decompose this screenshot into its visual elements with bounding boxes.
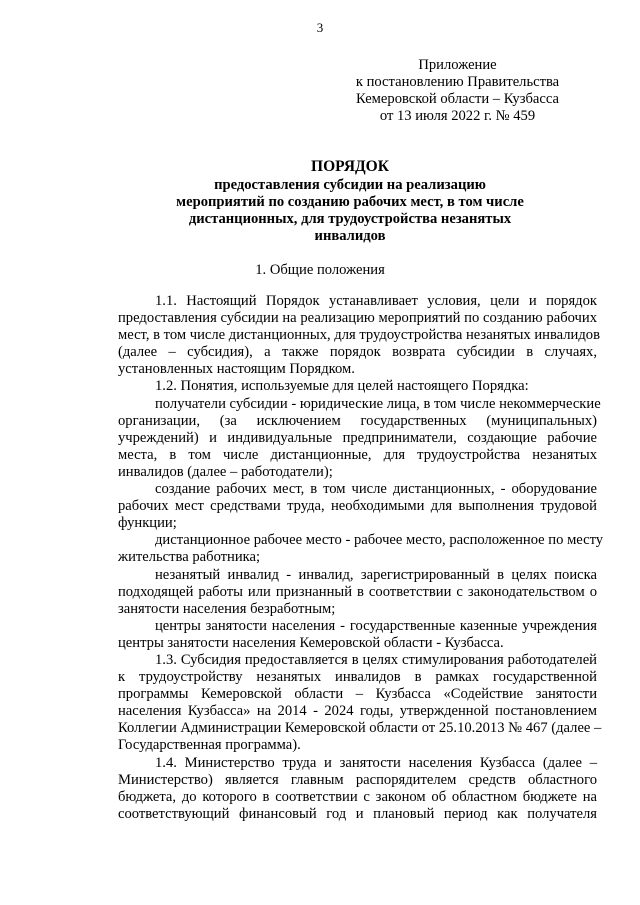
subtitle-line: мероприятий по созданию рабочих мест, в том числе bbox=[176, 194, 524, 210]
subtitle-line: предоставления субсидии на реализацию bbox=[214, 177, 486, 193]
body-line: инвалидов (далее – работодатели); bbox=[118, 463, 333, 480]
body-line: незанятый инвалид - инвалид, зарегистрированный в целях поиска bbox=[155, 566, 597, 583]
body-line: установленных настоящим Порядком. bbox=[118, 361, 355, 378]
appendix-line: Кемеровской области – Кузбасса bbox=[356, 91, 559, 107]
body-line: 1.4. Министерство труда и занятости населения Кузбасса (далее – bbox=[155, 754, 597, 771]
body-line: бюджета, до которого в соответствии с законом об областном бюджете на bbox=[118, 788, 597, 805]
subtitle-line: инвалидов bbox=[314, 228, 386, 244]
body-line: получатели субсидии - юридические лица, в том числе некоммерческие bbox=[155, 395, 601, 412]
body-line: населения Кузбасса» на 2014 - 2024 годы, утвержденной постановлением bbox=[118, 703, 597, 720]
body-line: предоставления субсидии на реализацию мероприятий по созданию рабочих bbox=[118, 310, 597, 327]
body-line: учреждений) и индивидуальные предприниматели, создающие рабочие bbox=[118, 429, 597, 446]
body-line: соответствующий финансовый год и плановый период как получателя bbox=[118, 805, 597, 822]
document-title-block bbox=[150, 158, 550, 245]
body-line: 1.2. Понятия, используемые для целей настоящего Порядка: bbox=[155, 378, 529, 395]
body-line: подходящей работы или признанный в соответствии с законодательством о bbox=[118, 583, 597, 600]
appendix-line: от 13 июля 2022 г. № 459 bbox=[379, 108, 536, 124]
body-line: 1.3. Субсидия предоставляется в целях стимулирования работодателей bbox=[155, 651, 597, 668]
body-text bbox=[118, 293, 604, 823]
body-line: дистанционное рабочее место - рабочее место, расположенное по месту bbox=[155, 532, 604, 549]
section-heading: 1. Общие положения bbox=[255, 262, 385, 278]
body-line: функции; bbox=[118, 515, 177, 532]
appendix-line: к постановлению Правительства bbox=[355, 74, 560, 90]
page-number: 3 bbox=[316, 20, 324, 35]
body-line: центры занятости населения Кемеровской области - Кузбасса. bbox=[118, 634, 504, 651]
subtitle-line: дистанционных, для трудоустройства незанятых bbox=[188, 211, 512, 227]
body-line: к трудоустройству незанятых инвалидов в рамках государственной bbox=[118, 669, 597, 686]
appendix-block bbox=[340, 57, 575, 125]
body-line: мест, в том числе дистанционных, для трудоустройства незанятых инвалидов bbox=[118, 327, 600, 344]
body-line: центры занятости населения - государственные казенные учреждения bbox=[155, 617, 597, 634]
body-line: организации, (за исключением государственных (муниципальных) bbox=[118, 412, 597, 429]
body-line: программы Кемеровской области – Кузбасса «Содействие занятости bbox=[118, 686, 597, 703]
body-line: места, в том числе дистанционные, для трудоустройства незанятых bbox=[118, 446, 597, 463]
body-line: (далее – субсидия), а также порядок возврата субсидии в случаях, bbox=[118, 344, 597, 361]
body-line: жительства работника; bbox=[118, 549, 261, 566]
body-line: рабочих мест средствами труда, необходимыми для выполнения трудовой bbox=[118, 498, 597, 515]
body-line: создание рабочих мест, в том числе дистанционных, - оборудование bbox=[155, 481, 597, 498]
body-line: 1.1. Настоящий Порядок устанавливает условия, цели и порядок bbox=[155, 293, 597, 309]
body-line: Министерство) является главным распорядителем средств областного bbox=[118, 771, 597, 788]
body-line: Коллегии Администрации Кемеровской области от 25.10.2013 № 467 (далее – bbox=[118, 720, 602, 737]
appendix-line: Приложение bbox=[418, 57, 497, 73]
document-title: ПОРЯДОК bbox=[311, 158, 389, 175]
body-line: занятости населения безработным; bbox=[118, 600, 336, 617]
document-subtitle bbox=[150, 177, 550, 245]
body-line: Государственная программа). bbox=[118, 737, 301, 754]
